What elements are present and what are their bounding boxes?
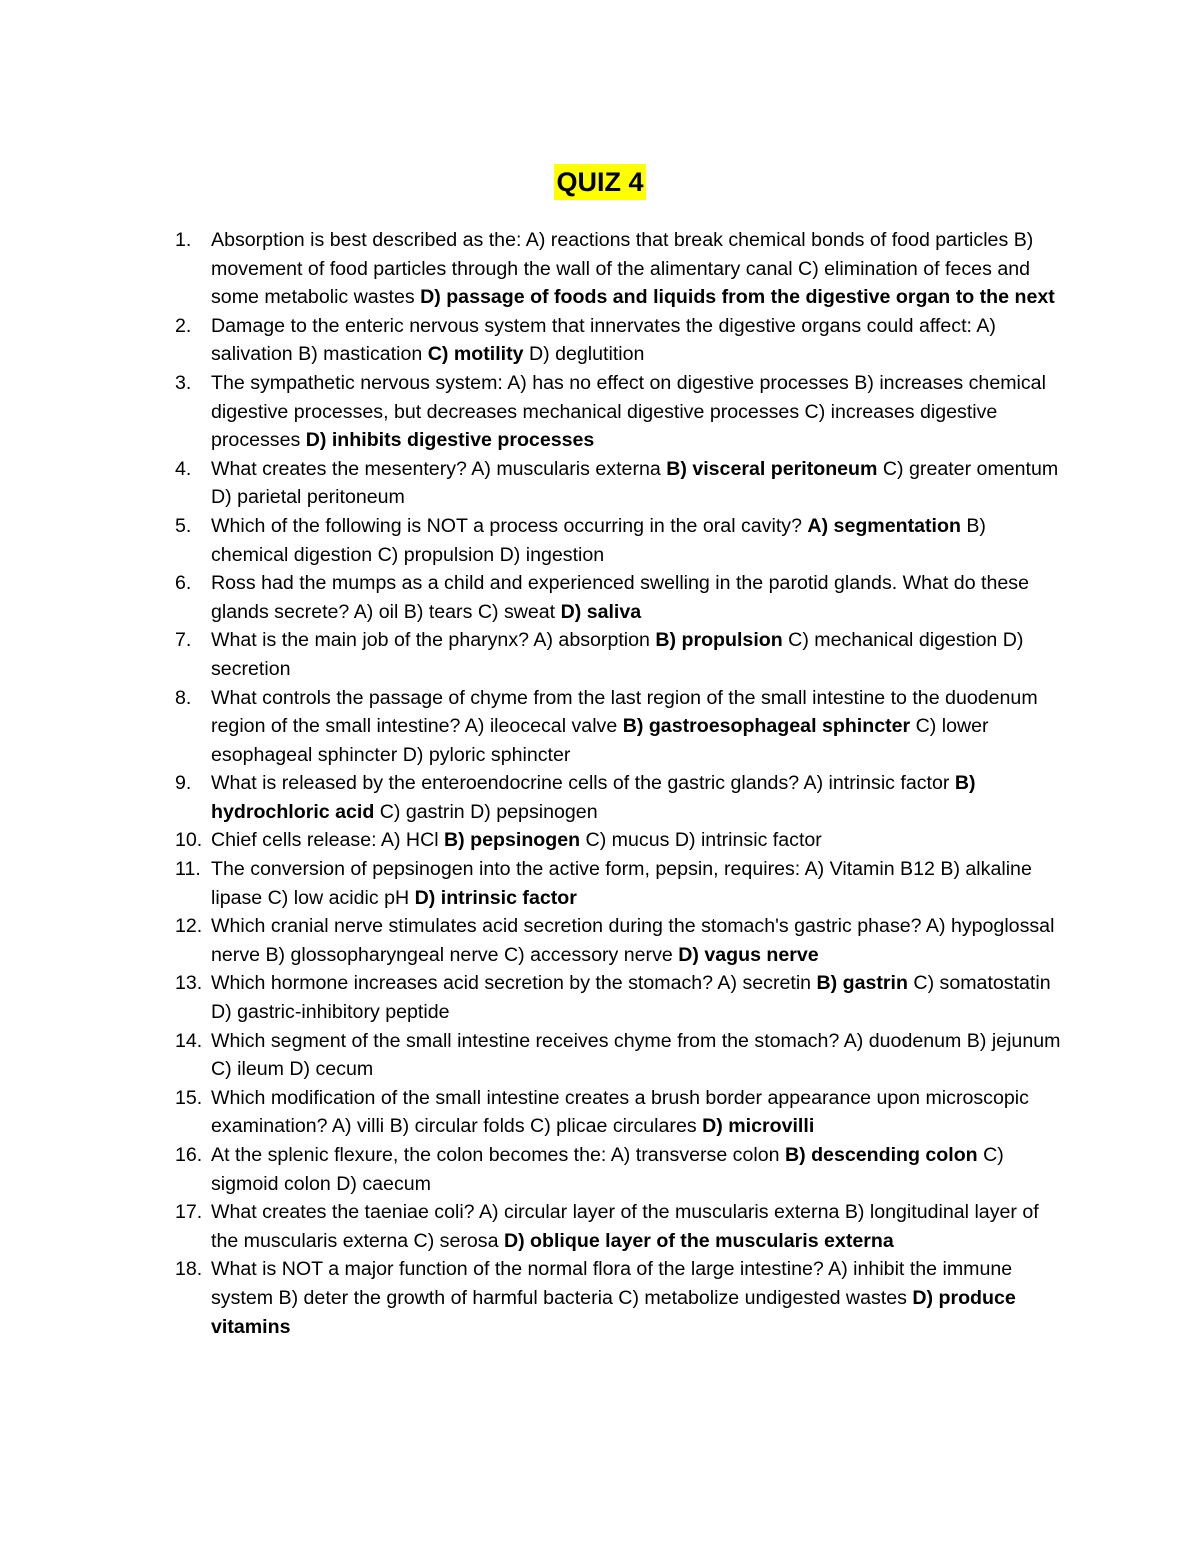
answer-text: B) hydrochloric acid [211,772,976,823]
question-item [0,1141,1061,1198]
question-text: Which cranial nerve stimulates acid secretion during the stomach's gastric phase? A) hypoglossal nerve B) glossopharyngeal nerve C) accessory nerve [211,915,1055,966]
question-text: The sympathetic nervous system: A) has no effect on digestive processes B) increases chemical digestive processes, but decreases mechanical digestive processes C) increases digestive processes [211,371,1046,452]
question-text-after: C) gastrin D) pepsinogen [374,800,598,823]
question-list [0,226,1200,1341]
question-text-after: C) greater omentum D) parietal peritoneum [211,457,1059,509]
answer-text: D) intrinsic factor [414,886,577,909]
question-number: 14. [175,1029,203,1052]
question-item [0,312,1061,369]
answer-text: D) produce vitamins [211,1286,1016,1338]
answer-text: B) visceral peritoneum [666,457,878,480]
question-number: 2. [175,314,192,337]
question-text: The conversion of pepsinogen into the active form, pepsin, requires: A) Vitamin B12 B) alkaline lipase C) low acidic pH [211,858,1032,909]
question-number: 6. [175,572,192,595]
question-text: What is NOT a major function of the normal flora of the large intestine? A) inhibit the immune system B) deter the growth of harmful bacteria C) metabolize undigested wastes [211,1258,1013,1309]
answer-text: B) pepsinogen [444,829,581,852]
question-number: 3. [175,371,192,394]
question-item [0,569,1061,626]
question-item [0,826,1061,855]
question-number: 7. [175,629,192,652]
question-text: Absorption is best described as the: A) reactions that break chemical bonds of food particles B) movement of food particles through the wall of the alimentary canal C) elimination of feces and some metabolic wastes [211,229,1034,309]
answer-text: A) segmentation [807,514,961,537]
answer-text: D) vagus nerve [678,943,819,966]
question-text: At the splenic flexure, the colon becomes the: A) transverse colon [211,1144,785,1166]
answer-text: B) propulsion [655,629,783,652]
question-number: 17. [175,1201,203,1224]
question-text: Which of the following is NOT a process occurring in the oral cavity? [211,514,808,537]
question-text-after: C) mechanical digestion D) secretion [211,629,1024,680]
question-text: Damage to the enteric nervous system that innervates the digestive organs could affect: A) salivation B) mastication [211,314,996,366]
question-text-after: C) mucus D) intrinsic factor [580,829,822,852]
question-number: 9. [175,772,192,795]
question-text-after: C) lower esophageal sphincter D) pyloric sphincter [211,715,989,766]
question-number: 16. [175,1144,203,1166]
question-item [0,369,1061,455]
question-item [0,1198,1061,1255]
question-text-after: B) chemical digestion C) propulsion D) ingestion [211,514,986,566]
question-number: 10. [175,829,203,852]
answer-text: D) saliva [560,600,642,623]
question-number: 8. [175,686,192,709]
question-item [0,626,1061,683]
question-text: What controls the passage of chyme from the last region of the small intestine to the duodenum region of the small intestine? A) ileocecal valve [211,686,1038,738]
question-item [0,455,1061,512]
question-item [0,855,1061,912]
answer-text: D) microvilli [702,1115,815,1138]
question-number: 5. [175,514,192,537]
question-item [0,1255,1061,1341]
question-item [0,1084,1061,1141]
question-text: Chief cells release: A) HCl [211,829,445,852]
question-text-after: C) sigmoid colon D) caecum [211,1144,1004,1195]
page-title: QUIZ 4 [554,164,645,200]
question-item [0,1027,1061,1084]
question-number: 1. [175,229,192,251]
question-text: What creates the mesentery? A) muscularis externa [211,457,667,480]
question-item [0,969,1061,1026]
question-text: Which modification of the small intestine creates a brush border appearance upon microscopic examination? A) villi B) circular folds C) plicae circulares [211,1086,1029,1138]
question-item [0,226,1061,312]
answer-text: D) oblique layer of the muscularis externa [503,1229,894,1252]
question-number: 4. [175,457,192,480]
question-text-after: C) somatostatin D) gastric-inhibitory peptide [211,972,1051,1024]
question-text: What is released by the enteroendocrine cells of the gastric glands? A) intrinsic factor [211,772,955,795]
question-item [0,769,1061,826]
answer-text: B) gastroesophageal sphincter [622,715,911,738]
answer-text: D) inhibits digestive processes [305,429,595,452]
answer-text: C) motility [427,343,524,366]
question-item [0,512,1061,569]
question-number: 18. [175,1258,203,1281]
question-number: 12. [175,915,203,938]
question-number: 13. [175,972,203,995]
question-text-after: D) deglutition [523,343,645,366]
question-number: 15. [175,1086,203,1109]
question-text: What creates the taeniae coli? A) circular layer of the muscularis externa B) longitudinal layer of the muscularis externa C) serosa [211,1201,1039,1252]
question-text: Which segment of the small intestine receives chyme from the stomach? A) duodenum B) jejunum C) ileum D) cecum [211,1029,1061,1081]
question-text: Ross had the mumps as a child and experienced swelling in the parotid glands. What do these glands secrete? A) oil B) tears C) sweat [211,572,1029,623]
answer-text: B) descending colon [784,1144,978,1166]
question-item [0,912,1061,969]
question-item [0,684,1061,770]
title-container [0,164,1200,200]
question-text: What is the main job of the pharynx? A) absorption [211,629,656,652]
question-number: 11. [175,858,201,881]
answer-text: D) passage of foods and liquids from the digestive organ to the next [420,286,1055,309]
answer-text: B) gastrin [816,972,908,995]
question-text: Which hormone increases acid secretion by the stomach? A) secretin [211,972,817,995]
